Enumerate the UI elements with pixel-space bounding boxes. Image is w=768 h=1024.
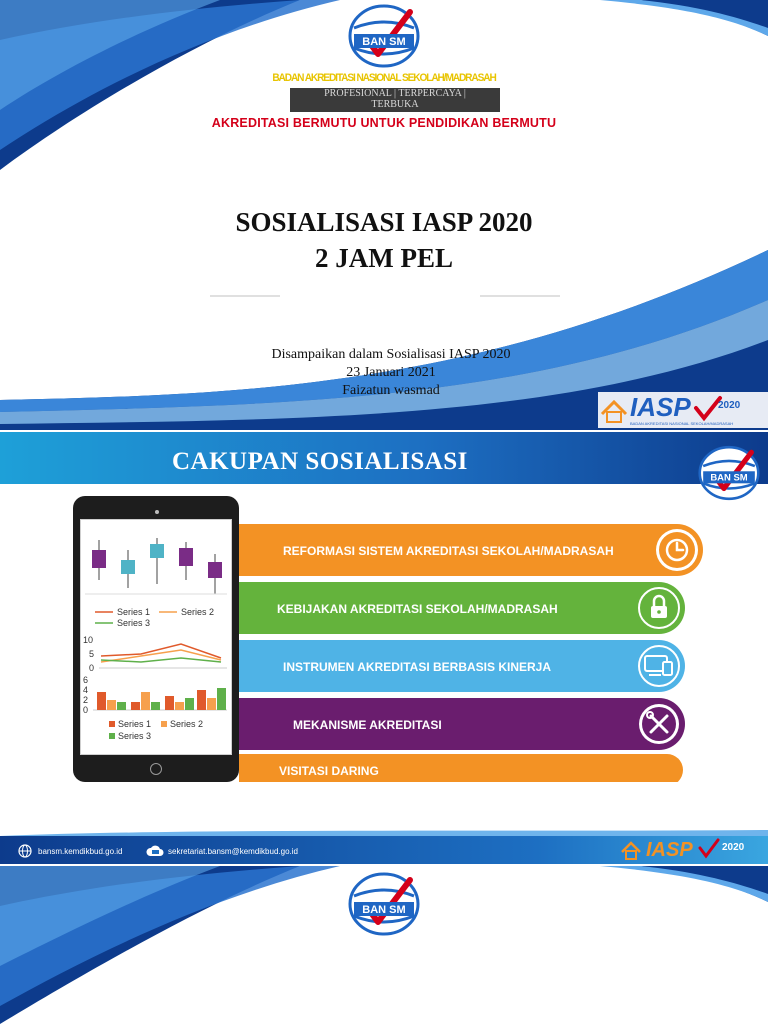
footer-website: bansm.kemdikbud.go.id [38, 847, 123, 856]
slide-title: CAKUPAN SOSIALISASI [172, 448, 468, 475]
svg-text:Series 3: Series 3 [117, 618, 151, 628]
slide-title [0, 0, 768, 430]
bar-chart-legend [109, 719, 203, 741]
svg-text:MEKANISME AKREDITASI: MEKANISME AKREDITASI [293, 718, 442, 732]
svg-text:2020: 2020 [718, 400, 741, 411]
svg-text:BADAN AKREDITASI NASIONAL SEKO: BADAN AKREDITASI NASIONAL SEKOLAH/MADRASAH [630, 421, 734, 426]
tagline: AKREDITASI BERMUTU UNTUK PENDIDIKAN BERMUTU [211, 116, 557, 130]
slide-scope [0, 432, 768, 864]
scope-item-4 [239, 698, 685, 750]
svg-text:6: 6 [83, 675, 89, 685]
svg-text:INSTRUMEN AKREDITASI BERBASIS: INSTRUMEN AKREDITASI BERBASIS KINERJA [283, 660, 552, 674]
svg-text:Series 1: Series 1 [118, 719, 152, 729]
motto-line-2: TERBUKA [371, 99, 419, 110]
svg-text:10: 10 [83, 635, 94, 645]
svg-text:VISITASI DARING: VISITASI DARING [279, 764, 379, 778]
bar [151, 702, 160, 710]
scope-item-1 [239, 524, 703, 576]
title-line-1: SOSIALISASI IASP 2020 [235, 207, 533, 237]
bar [165, 696, 174, 710]
candle [121, 560, 135, 574]
footer-iasp-logo [618, 836, 764, 864]
tablet-charts [81, 520, 231, 754]
bansm-logo [348, 4, 420, 68]
scope-item-3 [239, 640, 685, 692]
tablet-home-button [150, 763, 162, 775]
svg-text:IASP: IASP [646, 839, 693, 861]
svg-text:BAN SM: BAN SM [362, 36, 406, 48]
bar [141, 692, 150, 710]
line-chart [83, 635, 227, 673]
line-chart-legend [95, 607, 214, 628]
scope-item-2 [239, 582, 685, 634]
presented-in: Disampaikan dalam Sosialisasi IASP 2020 [271, 347, 511, 362]
presenter-name: Faizatun wasmad [342, 383, 440, 398]
candle [179, 548, 193, 566]
tablet-camera [155, 510, 159, 514]
title-line-2: 2 JAM PEL [315, 243, 453, 273]
bar [117, 702, 126, 710]
tablet-screen [80, 519, 232, 755]
svg-text:Series 2: Series 2 [170, 719, 204, 729]
motto-box [290, 88, 500, 112]
slide-next [0, 866, 768, 1024]
svg-text:2020: 2020 [722, 842, 745, 853]
scope-item-5 [239, 754, 683, 782]
candlestick-chart [85, 538, 227, 594]
svg-text:BAN SM: BAN SM [362, 904, 406, 916]
organization-name: BADAN AKREDITASI NASIONAL SEKOLAH/MADRASAH [272, 72, 496, 84]
svg-text:4: 4 [83, 685, 89, 695]
svg-text:Series 1: Series 1 [117, 607, 151, 617]
presentation-date: 23 Januari 2021 [346, 365, 436, 380]
svg-text:Series 2: Series 2 [181, 607, 215, 617]
candle [150, 544, 164, 558]
svg-text:Series 3: Series 3 [118, 731, 152, 741]
candle [92, 550, 106, 568]
motto-line-1: PROFESIONAL | TERPERCAYA | [324, 88, 466, 99]
footer-email: sekretariat.bansm@kemdikbud.go.id [168, 847, 298, 856]
bansm-logo [698, 444, 760, 502]
iasp-logo [598, 392, 768, 428]
candle [208, 562, 222, 578]
bar [217, 688, 226, 710]
cloud-mail-icon [146, 844, 164, 858]
bar [197, 690, 206, 710]
presentation-title [0, 204, 768, 276]
scope-list [239, 522, 709, 782]
bar [175, 702, 184, 710]
bar [185, 698, 194, 710]
bar [97, 692, 106, 710]
svg-text:REFORMASI SISTEM AKREDITASI SE: REFORMASI SISTEM AKREDITASI SEKOLAH/MADRASAH [283, 544, 614, 558]
bansm-logo [348, 872, 420, 936]
bar [207, 698, 216, 710]
bar [131, 702, 140, 710]
svg-text:IASP: IASP [630, 392, 691, 422]
globe-icon [18, 844, 32, 858]
svg-text:KEBIJAKAN AKREDITASI SEKOLAH/M: KEBIJAKAN AKREDITASI SEKOLAH/MADRASAH [277, 602, 558, 616]
svg-text:5: 5 [89, 649, 95, 659]
svg-text:BAN SM: BAN SM [710, 472, 748, 484]
svg-text:2: 2 [83, 695, 89, 705]
bar [107, 700, 116, 710]
bar-chart [83, 675, 227, 715]
svg-text:0: 0 [89, 663, 95, 673]
svg-text:0: 0 [83, 705, 89, 715]
